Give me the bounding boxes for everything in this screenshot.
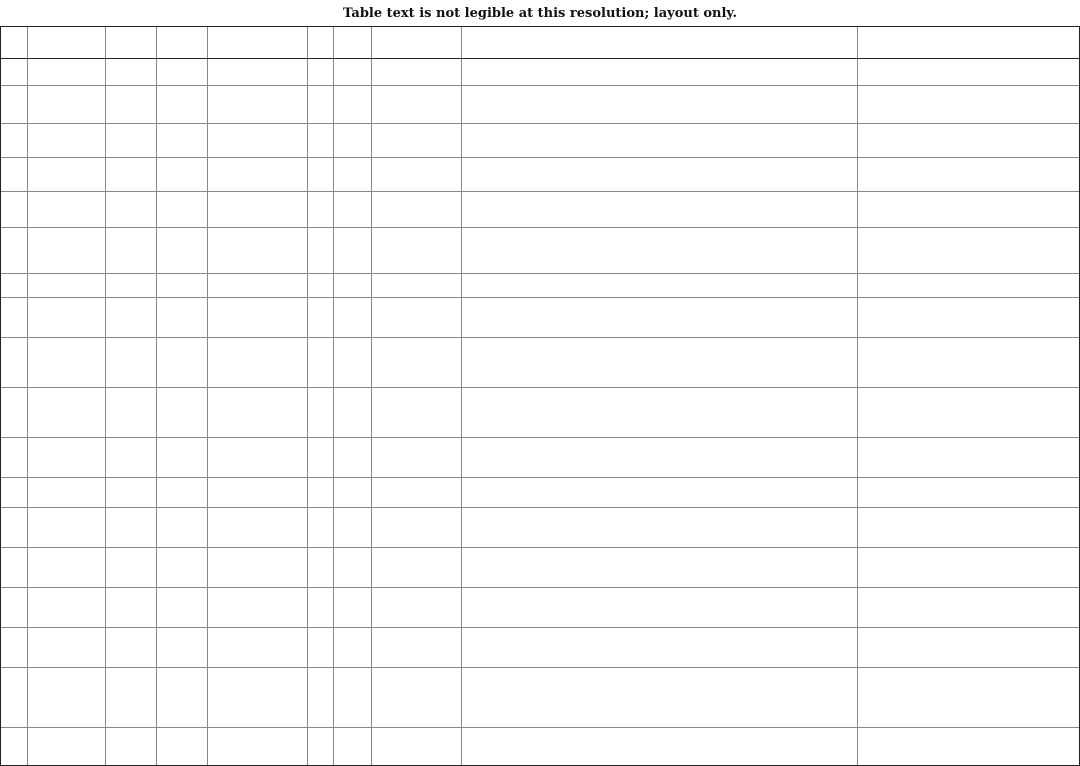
row-rule	[1, 227, 1079, 228]
document-title	[0, 0, 1080, 26]
row-rule	[1, 437, 1079, 438]
column-rule	[105, 27, 106, 765]
column-rule	[27, 27, 28, 765]
row-rule	[1, 587, 1079, 588]
row-rule	[1, 273, 1079, 274]
column-rule	[156, 27, 157, 765]
row-rule	[1, 727, 1079, 728]
row-rule	[1, 477, 1079, 478]
row-rule	[1, 627, 1079, 628]
column-rule	[857, 27, 858, 765]
table-grid	[0, 26, 1080, 766]
row-rule	[1, 507, 1079, 508]
title-note: Table text is not legible at this resolution; layout only.	[342, 5, 738, 21]
column-rule	[371, 27, 372, 765]
column-rule	[333, 27, 334, 765]
column-rule	[207, 27, 208, 765]
row-rule	[1, 667, 1079, 668]
row-rule	[1, 85, 1079, 86]
row-rule	[1, 387, 1079, 388]
row-rule	[1, 191, 1079, 192]
row-rule	[1, 297, 1079, 298]
row-rule	[1, 547, 1079, 548]
row-rule	[1, 157, 1079, 158]
column-rule	[307, 27, 308, 765]
column-rule	[461, 27, 462, 765]
row-rule	[1, 337, 1079, 338]
row-rule	[1, 123, 1079, 124]
row-rule	[1, 58, 1079, 59]
